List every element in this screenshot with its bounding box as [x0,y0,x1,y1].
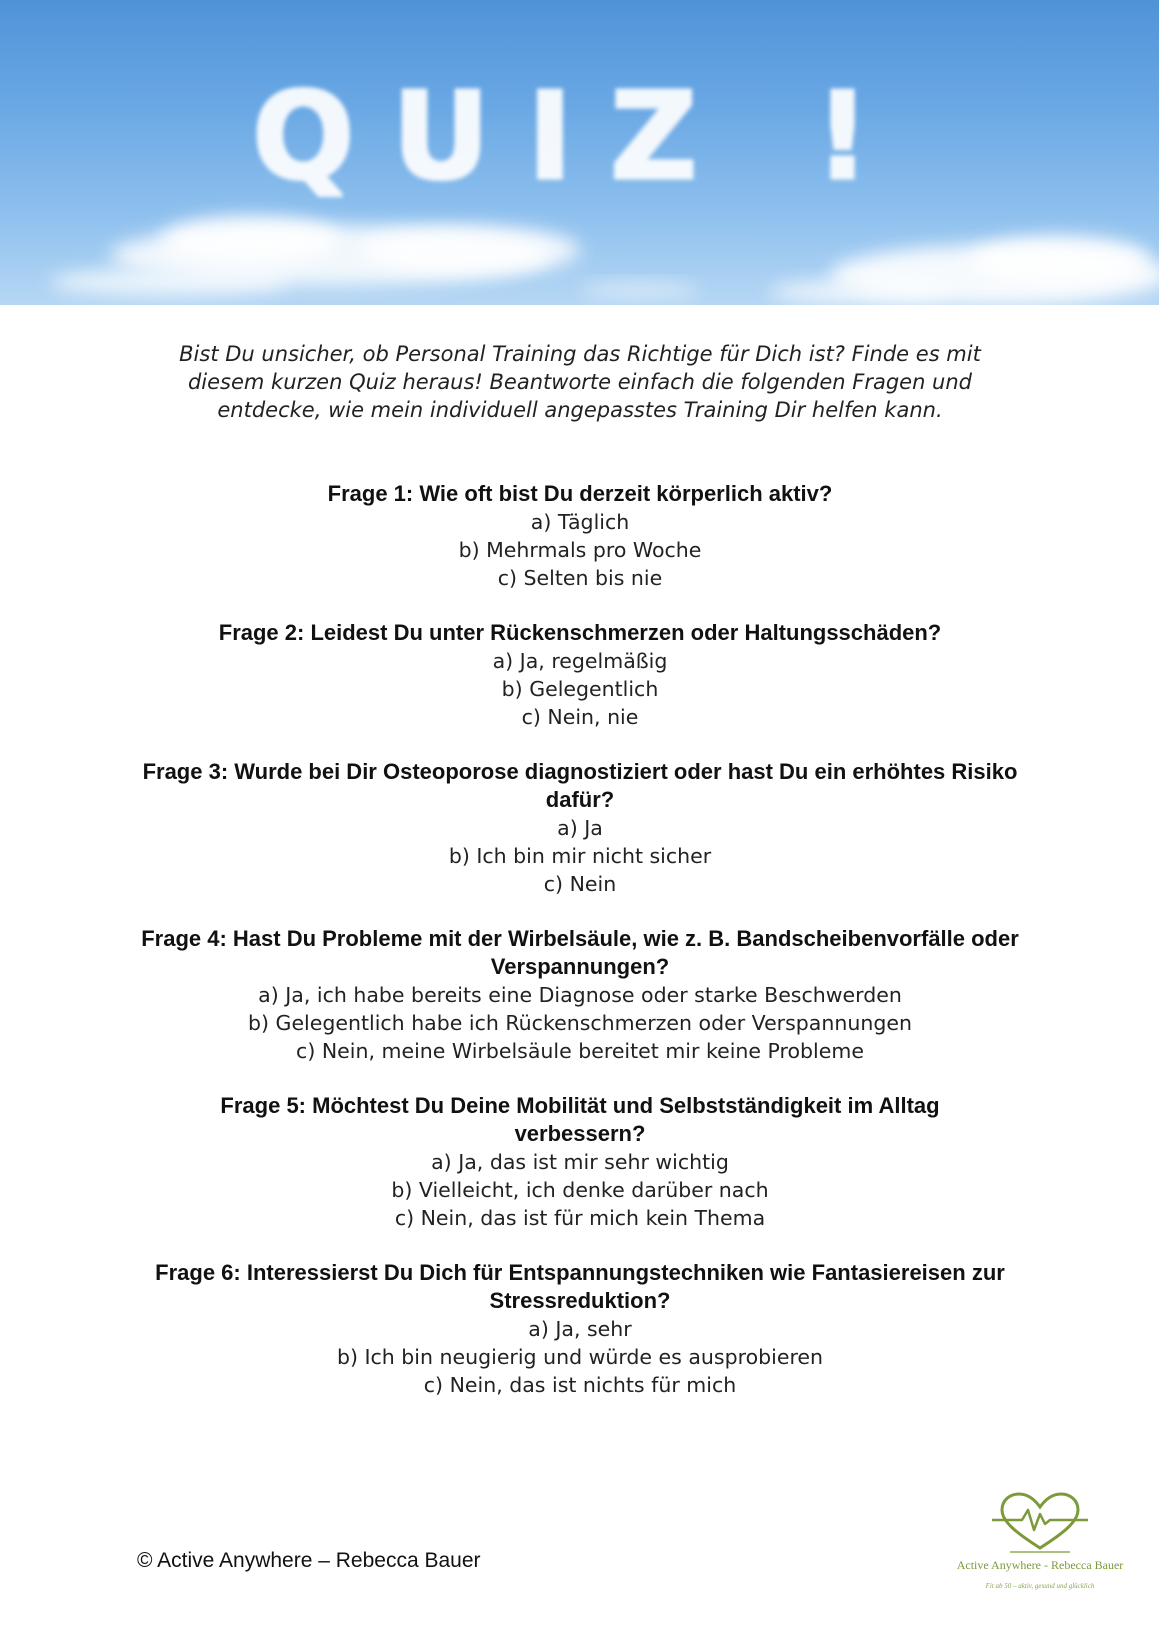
question-title: Frage 3: Wurde bei Dir Osteoporose diagnostiziert oder hast Du ein erhöhtes Risiko dafür? [142,759,1018,812]
answer-option: c) Nein [543,872,617,896]
brand-logo [940,1490,1140,1610]
question-5 [120,1092,1040,1232]
answer-option: a) Ja, sehr [528,1317,632,1341]
question-title: Frage 6: Interessierst Du Dich für Entspannungstechniken wie Fantasiereisen zur Stressreduktion? [155,1260,1005,1313]
answer-option: b) Gelegentlich habe ich Rückenschmerzen oder Verspannungen [248,1011,912,1035]
question-3 [120,758,1040,898]
question-2 [120,619,1040,731]
answer-option: c) Nein, das ist nichts für mich [423,1373,737,1397]
answer-option: c) Nein, das ist für mich kein Thema [394,1206,766,1230]
intro-text: Bist Du unsicher, ob Personal Training das Richtige für Dich ist? Finde es mit diesem kurzen Quiz heraus! Beantworte einfach die folgenden Fragen und entdecke, wie mein individuell angepasstes Training Dir helfen kann. [179,342,981,422]
answer-option: b) Gelegentlich [501,677,659,701]
question-title: Frage 5: Möchtest Du Deine Mobilität und Selbstständigkeit im Alltag verbessern? [220,1093,940,1146]
page-title: QUIZ ! [252,68,908,207]
answer-option: a) Ja [557,816,603,840]
answer-option: b) Ich bin neugierig und würde es ausprobieren [336,1345,824,1369]
answer-option: b) Ich bin mir nicht sicher [448,844,712,868]
logo-tagline: Fit ab 50 – aktiv, gesund und glücklich [985,1582,1095,1590]
answer-option: a) Ja, regelmäßig [492,649,668,673]
answer-option: a) Täglich [530,510,630,534]
answer-option: c) Nein, nie [521,705,639,729]
question-list [120,480,1040,1426]
copyright-notice: © Active Anywhere – Rebecca Bauer [137,1549,481,1572]
cloud-shapes [50,216,1159,305]
question-4 [120,925,1040,1065]
question-1 [120,480,1040,592]
sky-cloud-image [0,0,1159,305]
answer-option: c) Nein, meine Wirbelsäule bereitet mir keine Probleme [296,1039,864,1063]
answer-option: a) Ja, das ist mir sehr wichtig [431,1150,729,1174]
answer-option: c) Selten bis nie [497,566,663,590]
question-title: Frage 1: Wie oft bist Du derzeit körperlich aktiv? [327,481,833,506]
question-title: Frage 4: Hast Du Probleme mit der Wirbelsäule, wie z. B. Bandscheibenvorfälle oder Verspannungen? [141,926,1019,979]
header-banner [0,0,1159,305]
question-6 [120,1259,1040,1399]
question-title: Frage 2: Leidest Du unter Rückenschmerzen oder Haltungsschäden? [218,620,942,645]
heart-pulse-icon [940,1490,1140,1560]
logo-brand-name: Active Anywhere - Rebecca Bauer [956,1558,1124,1572]
answer-option: a) Ja, ich habe bereits eine Diagnose oder starke Beschwerden [258,983,902,1007]
answer-option: b) Vielleicht, ich denke darüber nach [391,1178,769,1202]
answer-option: b) Mehrmals pro Woche [458,538,702,562]
